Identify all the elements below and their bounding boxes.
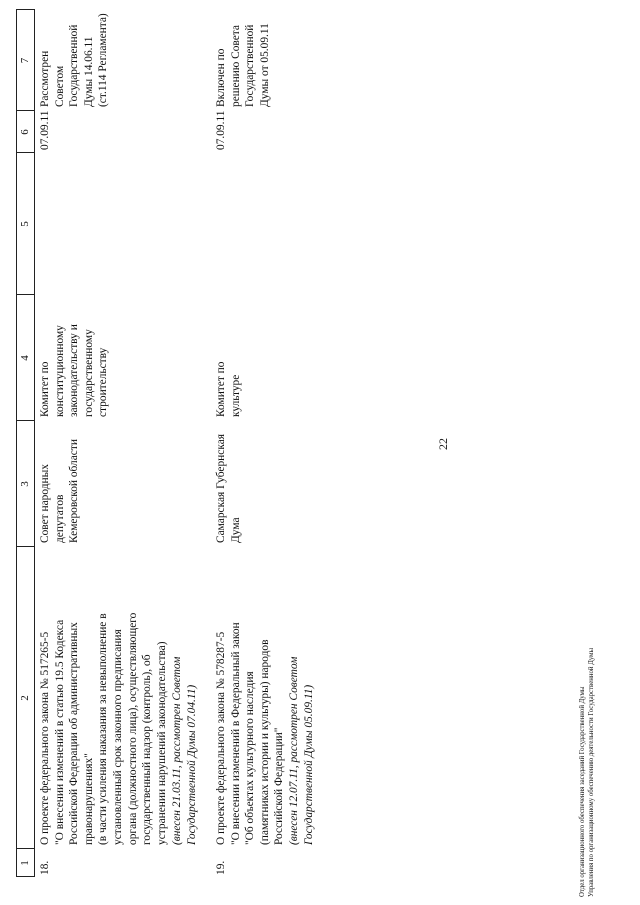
header-col-6: 6 bbox=[19, 129, 31, 135]
header-col-7: 7 bbox=[19, 57, 31, 64]
status: Рассмотрен Советом Государственной Думы 14.06.11 (ст.114 Регламента) bbox=[39, 13, 110, 107]
table-top-border bbox=[16, 9, 17, 877]
bill-note bbox=[170, 545, 199, 845]
header-col-5: 5 bbox=[19, 221, 31, 227]
initiator: Самарская Губернская Дума bbox=[215, 434, 242, 543]
date: 07.09.11 bbox=[215, 110, 227, 150]
bill-title: О проекте федерального закона № 517265-5 "О внесении изменений в статью 19.5 Кодекса Российской Федерации об административных правонарушениях" (в части усиления наказания за невыполнение в установленный срок законного предписания органа (должностного лица), осуществляющего государственный надзор (контроль), об устранении нарушений законодательства) bbox=[39, 612, 168, 845]
footer-line-1: Отдел организационного обеспечения заседаний Государственной Думы bbox=[579, 686, 586, 897]
bill-note bbox=[287, 545, 316, 845]
header-bottom-border bbox=[34, 9, 35, 877]
header-col-3: 3 bbox=[19, 481, 31, 487]
header-col-4: 4 bbox=[19, 355, 31, 361]
row-number: 19. bbox=[215, 860, 227, 875]
date: 07.09.11 bbox=[39, 110, 51, 150]
committee: Комитет по конституционному законодательству и государственному строительству bbox=[39, 324, 110, 417]
page-number: 22 bbox=[436, 438, 450, 450]
status: Включен по решению Совета Государственной Думы от 05.09.11 bbox=[215, 23, 271, 107]
bill-title: О проекте федерального закона № 578287-5 "О внесении изменений в Федеральный закон "Об объектах культурного наследия (памятниках истории и культуры) народов Российской Федерации" bbox=[215, 622, 286, 845]
header-col-1: 1 bbox=[19, 860, 31, 866]
header-col-2: 2 bbox=[19, 695, 31, 701]
agenda-table bbox=[8, 9, 315, 877]
initiator: Совет народных депутатов Кемеровской области bbox=[39, 439, 81, 543]
row-number: 18. bbox=[39, 860, 51, 875]
bill-note-text: (внесен 12.07.11, рассмотрен Советом Государственной Думы 05.09.11) bbox=[288, 656, 315, 845]
committee: Комитет по культуре bbox=[215, 361, 242, 417]
footer-line-2: Управления по организационному обеспечению деятельности Государственной Думы bbox=[588, 647, 595, 897]
bill-note-text: (внесен 21.03.11, рассмотрен Советом Государственной Думы 07.04.11) bbox=[171, 656, 198, 845]
